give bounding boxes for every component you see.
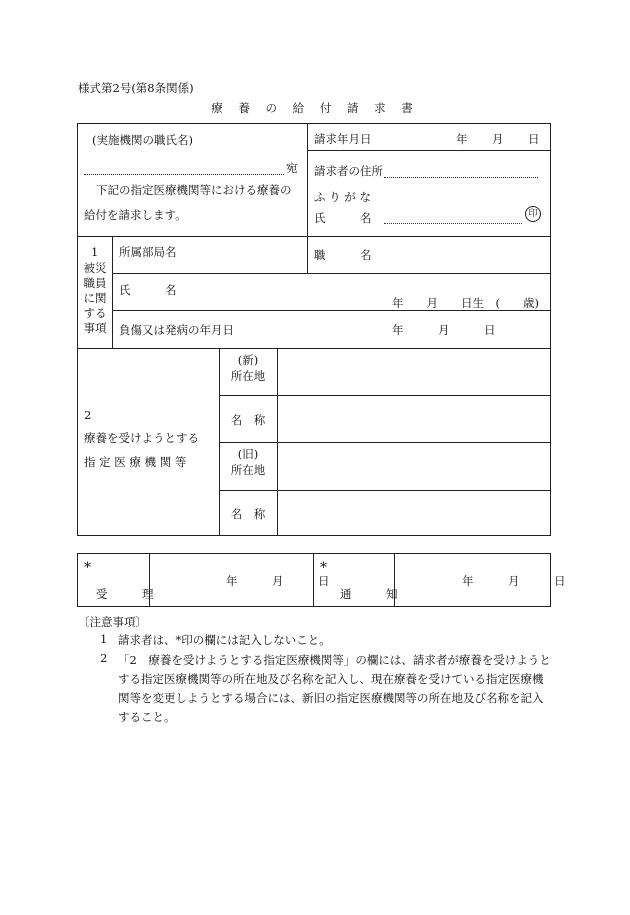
addressee-line[interactable] <box>84 174 284 175</box>
furigana-label: ふ り が な <box>314 190 371 204</box>
injury-date-text: 年 月 日 <box>392 323 496 337</box>
notice-date: 年 月 日 <box>462 574 566 588</box>
section1-number: 1 <box>91 245 99 259</box>
job-title-label: 職 名 <box>314 248 372 262</box>
notice-asterisk: * <box>320 560 327 576</box>
received-label: 受 理 <box>96 587 154 601</box>
form-number: 様式第2号(第8条関係) <box>78 81 194 95</box>
note1-number: 1 <box>100 632 108 646</box>
department-label: 所属部局名 <box>119 245 177 259</box>
old-location-label: 所在地 <box>230 463 266 477</box>
old-name-label: 名 称 <box>230 507 266 521</box>
notes-heading: 〔注意事項〕 <box>78 615 147 629</box>
name-label: 氏 名 <box>314 211 372 225</box>
address-label: 請求者の住所 <box>314 164 383 178</box>
request-text-2: 給付を請求します。 <box>84 208 187 222</box>
section2-number: 2 <box>84 408 92 422</box>
section1-label: 被災職員に関する事項 <box>83 261 107 335</box>
new-name-label: 名 称 <box>230 413 266 427</box>
received-asterisk: * <box>84 560 91 576</box>
birth-date-text: 年 月 日生 ( 歳) <box>392 296 539 310</box>
new-location-label: 所在地 <box>230 369 266 383</box>
notice-label: 通 知 <box>340 587 398 601</box>
note2-number: 2 <box>100 651 108 665</box>
note1-text: 請求者は、*印の欄には記入しないこと。 <box>118 633 331 647</box>
note2-text: 「2 療養を受けようとする指定医療機関等」の欄には、請求者が療養を受けようとする指定医療機関等の所在地及び名称を記入し、現在療養を受けている指定医療機関等を変更しようとする場合には、新旧の指定医療機関等の所在地及び名称を記入すること。 <box>118 653 551 724</box>
request-date-label: 請求年月日 <box>314 132 372 146</box>
request-date-day: 日 <box>528 132 540 146</box>
new-marker: (新) <box>237 353 259 367</box>
section2-label-2: 指 定 医 療 機 関 等 <box>84 455 187 469</box>
name-line[interactable] <box>384 223 522 224</box>
employee-name-label: 氏 名 <box>119 283 177 297</box>
seal-icon: 印 <box>525 206 541 222</box>
injury-date-label: 負傷又は発病の年月日 <box>119 323 234 337</box>
old-marker: (旧) <box>237 447 259 461</box>
org-label: (実施機関の職氏名) <box>92 133 193 147</box>
request-date-month: 月 <box>492 132 504 146</box>
request-text-1: 下記の指定医療機関等における療養の <box>96 183 292 197</box>
request-date-year: 年 <box>456 132 468 146</box>
addressee-suffix: 宛 <box>286 161 298 175</box>
received-date: 年 月 日 <box>226 574 330 588</box>
address-line[interactable] <box>384 177 538 178</box>
section2-label-1: 療養を受けようとする <box>84 431 199 445</box>
page-title: 療 養 の 給 付 請 求 書 <box>211 101 419 115</box>
